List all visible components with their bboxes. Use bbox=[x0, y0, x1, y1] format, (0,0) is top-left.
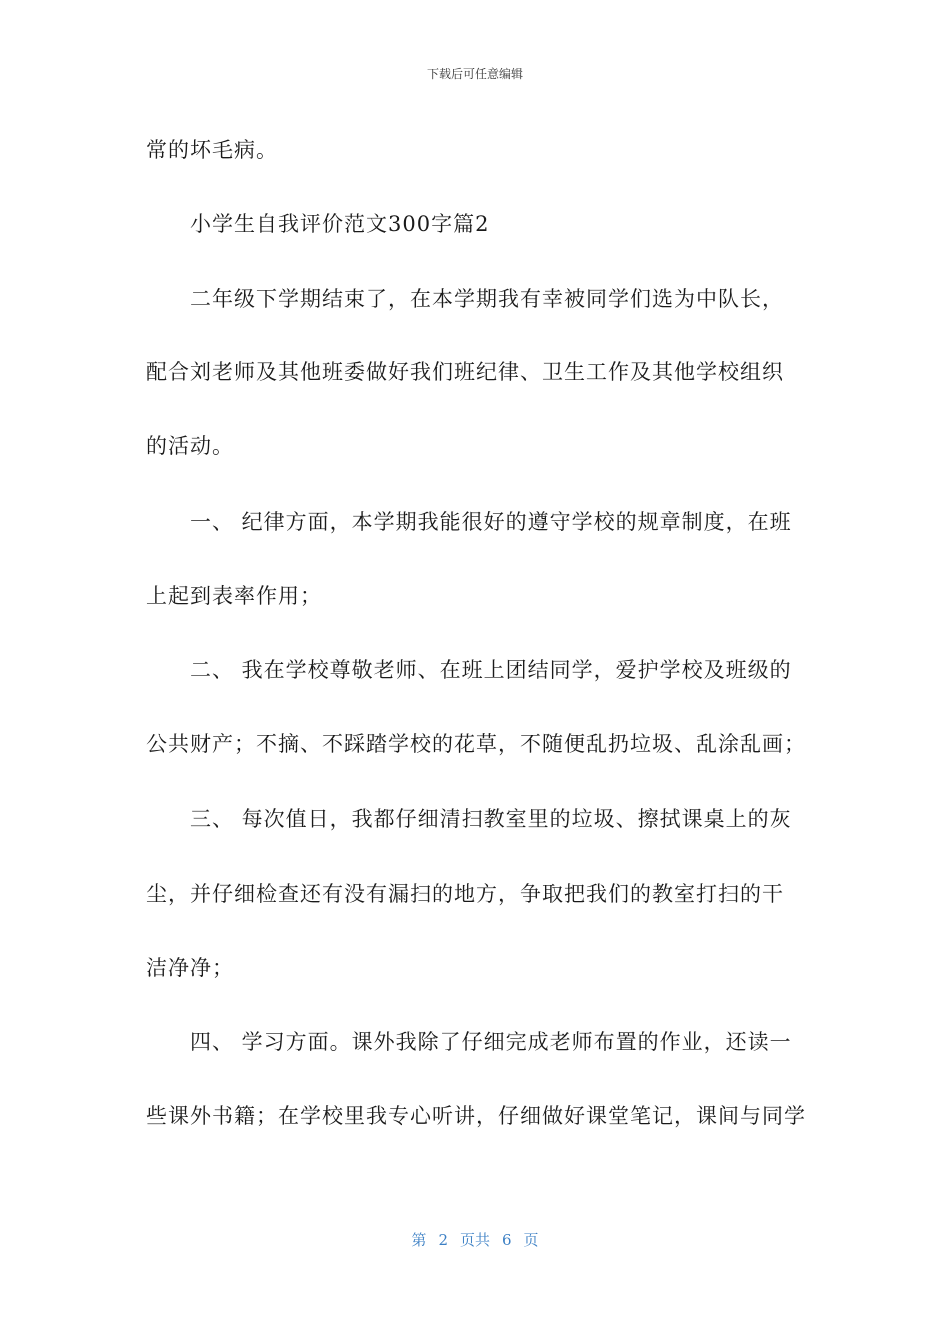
page-of-label: 页共 bbox=[459, 1231, 490, 1249]
text-line: 洁净净； bbox=[146, 956, 234, 980]
page-suffix: 页 bbox=[523, 1231, 539, 1249]
page-footer bbox=[0, 1230, 950, 1250]
text-line: 二、 我在学校尊敬老师、在班上团结同学，爱护学校及班级的 bbox=[190, 658, 792, 682]
text-line: 尘，并仔细检查还有没有漏扫的地方，争取把我们的教室打扫的干 bbox=[146, 882, 784, 906]
text-line: 四、 学习方面。课外我除了仔细完成老师布置的作业，还读一 bbox=[190, 1030, 792, 1054]
text-line: 配合刘老师及其他班委做好我们班纪律、卫生工作及其他学校组织 bbox=[146, 360, 784, 384]
text-line: 公共财产；不摘、不踩踏学校的花草，不随便乱扔垃圾、乱涂乱画； bbox=[146, 732, 806, 756]
text-line: 上起到表率作用； bbox=[146, 584, 322, 608]
section-heading: 小学生自我评价范文300字篇2 bbox=[190, 212, 490, 236]
text-line: 常的坏毛病。 bbox=[146, 138, 278, 162]
text-line: 一、 纪律方面，本学期我能很好的遵守学校的规章制度，在班 bbox=[190, 510, 792, 534]
text-line: 些课外书籍；在学校里我专心听讲，仔细做好课堂笔记，课间与同学 bbox=[146, 1104, 806, 1128]
text-line: 的活动。 bbox=[146, 434, 234, 458]
page-header-note: 下载后可任意编辑 bbox=[426, 67, 523, 81]
page-label: 第 bbox=[411, 1231, 427, 1249]
text-line: 三、 每次值日，我都仔细清扫教室里的垃圾、擦拭课桌上的灰 bbox=[190, 807, 792, 831]
page-number: 2 bbox=[438, 1231, 448, 1249]
total-pages: 6 bbox=[502, 1231, 512, 1249]
text-line: 二年级下学期结束了，在本学期我有幸被同学们选为中队长， bbox=[190, 287, 784, 311]
